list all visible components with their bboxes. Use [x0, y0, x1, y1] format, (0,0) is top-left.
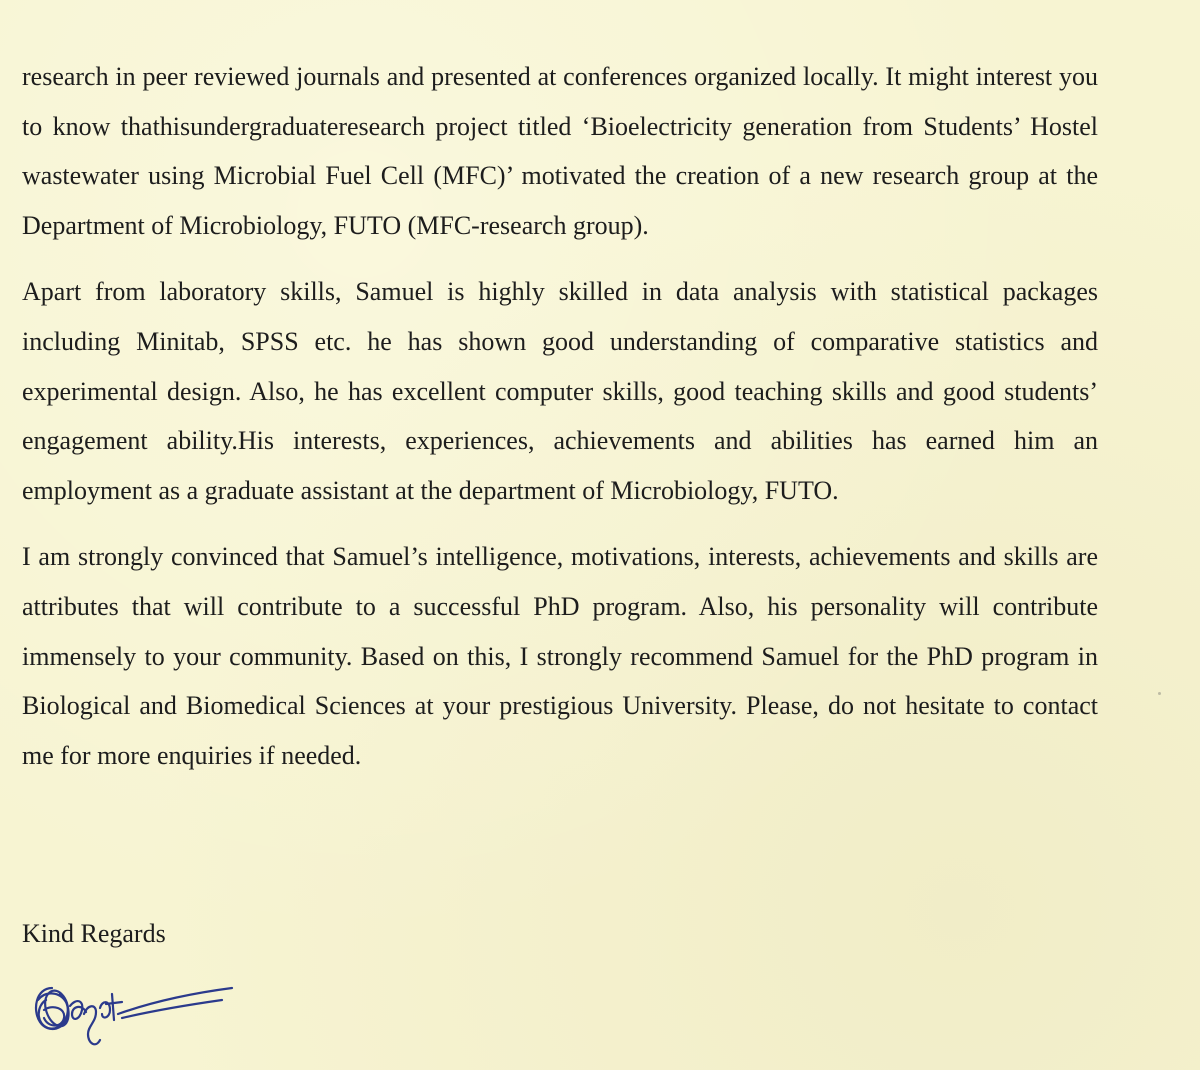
- paragraph-skills: Apart from laboratory skills, Samuel is highly skilled in data analysis with statistical packages including Minitab, SPSS etc. he has shown good understanding of comparative statistics and experimental design. Also, he has excellent computer skills, good teaching skills and good students’ engagement ability.His interests, experiences, achievements and abilities has earned him an employment as a graduate assistant at the department of Microbiology, FUTO.: [22, 277, 1098, 505]
- paper-speck: [1158, 692, 1161, 695]
- paragraph-recommendation: I am strongly convinced that Samuel’s intelligence, motivations, interests, achievements and skills are attributes that will contribute to a successful PhD program. Also, his personality will contribute immensely to your community. Based on this, I strongly recommend Samuel for the PhD program in Biological and Biomedical Sciences at your prestigious University. Please, do not hesitate to contact me for more enquiries if needed.: [22, 542, 1098, 770]
- paragraph-research: research in peer reviewed journals and presented at conferences organized locally. It might interest you to know thathisundergraduateresearch project titled ‘Bioelectricity generation from Students’ Hostel wastewater using Microbial Fuel Cell (MFC)’ motivated the creation of a new research group at the Department of Microbiology, FUTO (MFC-research group).: [22, 62, 1098, 240]
- closing-salutation: Kind Regards: [22, 919, 166, 948]
- handwritten-signature: [26, 970, 246, 1060]
- letter-body: [22, 52, 1098, 797]
